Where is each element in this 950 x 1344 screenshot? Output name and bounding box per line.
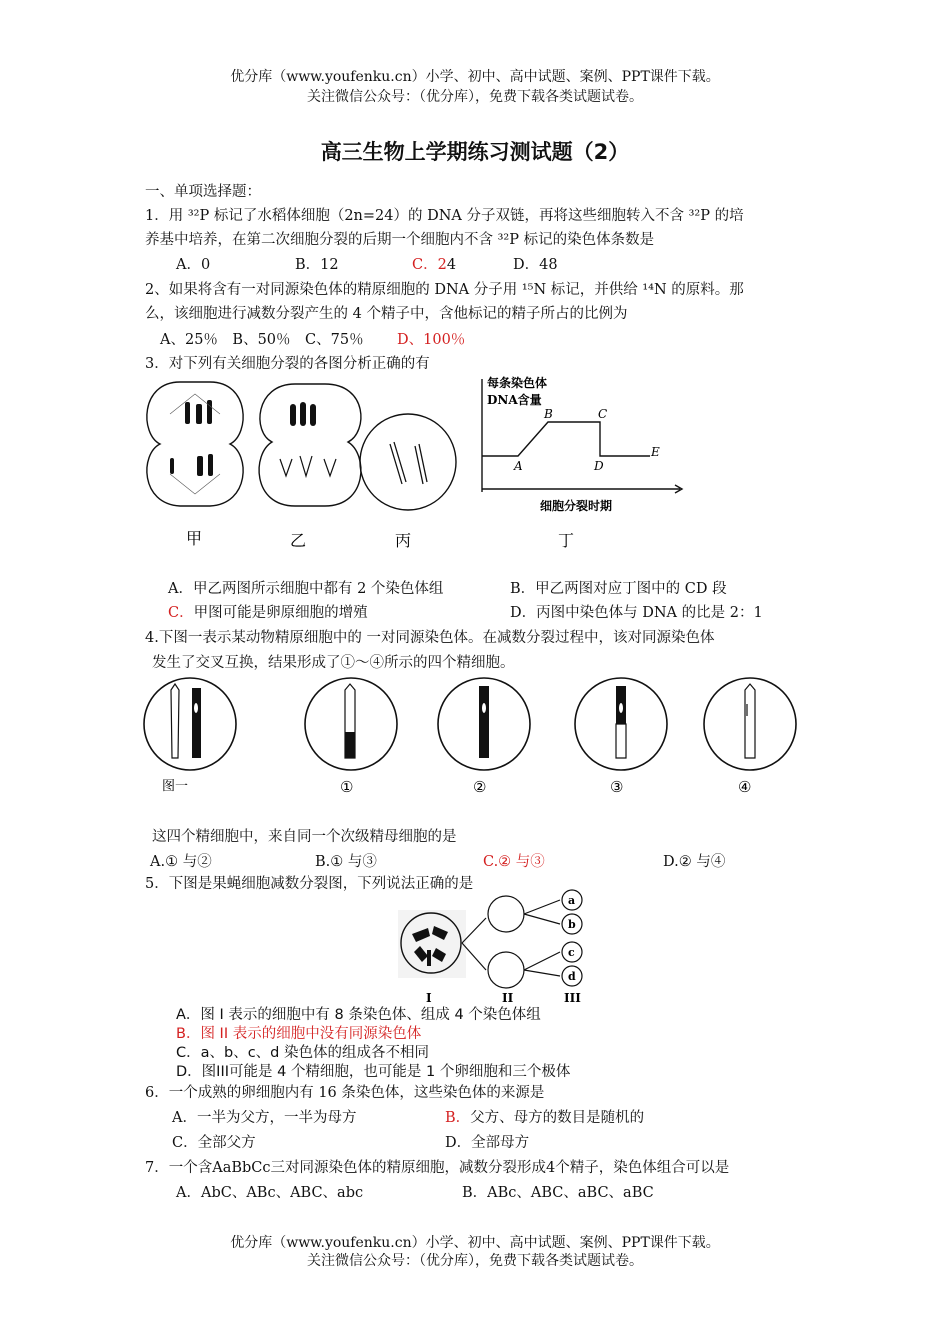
q2-stem-2: 么，该细胞进行减数分裂产生的 4 个精子中，含他标记的精子所占的比例为 bbox=[145, 306, 628, 322]
cell-jia bbox=[147, 382, 243, 506]
q6-option-b-text: 父方、母方的数目是随机的 bbox=[470, 1110, 645, 1126]
q7-option-b: B．ABc、ABC、aBC、aBC bbox=[462, 1185, 654, 1201]
page-title: 高三生物上学期练习测试题（2） bbox=[320, 140, 630, 164]
fig-label-5: ④ bbox=[738, 778, 752, 796]
q4-figures bbox=[140, 672, 800, 802]
q4-option-b: B.① 与③ bbox=[315, 854, 377, 870]
footer-line-1: 优分库（www.youfenku.cn）小学、初中、高中试题、案例、PPT课件下载。 bbox=[230, 1235, 720, 1251]
q1-option-b: B．12 bbox=[295, 257, 339, 273]
q1-option-c-rest: 4 bbox=[446, 257, 457, 273]
q6-option-a: A．一半为父方，一半为母方 bbox=[172, 1110, 357, 1126]
diagram-label-c: c bbox=[568, 946, 575, 959]
diagram-label-d: d bbox=[568, 970, 576, 983]
stage-label-2: II bbox=[502, 991, 514, 1005]
q4-stem-2: 发生了交叉互换，结果形成了①～④所示的四个精细胞。 bbox=[152, 655, 515, 671]
q3-option-c-mark: C． bbox=[168, 605, 194, 621]
q6-stem: 6．一个成熟的卵细胞内有 16 条染色体，这些染色体的来源是 bbox=[145, 1085, 545, 1101]
q4-option-a: A.① 与② bbox=[150, 854, 212, 870]
q5-option-c: C．a、b、c、d 染色体的组成各不相同 bbox=[176, 1045, 429, 1061]
stage-label-1: I bbox=[426, 991, 432, 1005]
q1-option-d: D．48 bbox=[513, 257, 558, 273]
graph-xlabel: 细胞分裂时期 bbox=[540, 499, 613, 513]
q3-stem: 3．对下列有关细胞分裂的各图分析正确的有 bbox=[145, 356, 430, 372]
q3-option-c-rest: 甲图可能是卵原细胞的增殖 bbox=[193, 605, 368, 621]
header-line-2: 关注微信公众号：（优分库），免费下载各类试题试卷。 bbox=[307, 89, 643, 105]
q1-option-a: A．0 bbox=[176, 257, 211, 273]
q3-option-b: B．甲乙两图对应丁图中的 CD 段 bbox=[510, 581, 727, 597]
stage-label-3: III bbox=[564, 991, 581, 1005]
graph-point-e: E bbox=[651, 445, 660, 459]
q4-option-c: C.② 与③ bbox=[483, 854, 545, 870]
q7-option-a: A．AbC、ABc、ABC、abc bbox=[176, 1185, 364, 1201]
label-jia: 甲 bbox=[186, 529, 203, 548]
q5-option-b: B．图 II 表示的细胞中没有同源染色体 bbox=[176, 1026, 422, 1042]
footer-line-2: 关注微信公众号：（优分库），免费下载各类试题试卷。 bbox=[307, 1253, 643, 1269]
q5-option-a: A．图 I 表示的细胞中有 8 条染色体、组成 4 个染色体组 bbox=[176, 1007, 541, 1023]
q6-option-b: B．父方、母方的数目是随机的 bbox=[445, 1110, 645, 1126]
q7-stem: 7．一个含AaBbCc三对同源染色体的精原细胞，减数分裂形成4个精子，染色体组合可以是 bbox=[145, 1160, 730, 1176]
section-heading: 一、单项选择题： bbox=[145, 184, 261, 200]
q3-option-d: D．丙图中染色体与 DNA 的比是 2：1 bbox=[510, 605, 763, 621]
header-line-1: 优分库（www.youfenku.cn）小学、初中、高中试题、案例、PPT课件下载。 bbox=[230, 69, 720, 85]
graph-point-d: D bbox=[594, 459, 604, 473]
q5-stem: 5．下图是果蝇细胞减数分裂图，下列说法正确的是 bbox=[145, 876, 474, 892]
label-yi: 乙 bbox=[290, 531, 307, 550]
fig-label-2: ① bbox=[340, 778, 354, 796]
graph-point-a: A bbox=[514, 459, 523, 473]
diagram-label-b: b bbox=[568, 918, 576, 931]
diagram-label-a: a bbox=[568, 894, 576, 907]
q5-option-d: D．图III可能是 4 个精细胞，也可能是 1 个卵细胞和三个极体 bbox=[176, 1064, 571, 1080]
q3-cell-figures bbox=[140, 374, 700, 554]
q5-diagram bbox=[398, 888, 598, 1006]
label-ding: 丁 bbox=[558, 531, 575, 550]
q6-option-d: D．全部母方 bbox=[445, 1135, 530, 1151]
label-bing: 丙 bbox=[395, 531, 412, 550]
q1-stem-2: 养基中培养，在第二次细胞分裂的后期一个细胞内不含 ³²P 标记的染色体条数是 bbox=[145, 232, 655, 248]
graph-point-c: C bbox=[598, 407, 608, 421]
fig-label-1: 图一 bbox=[162, 779, 189, 794]
graph-ylabel-2: DNA含量 bbox=[487, 393, 542, 407]
q4-stem-1: 4.下图一表示某动物精原细胞中的 一对同源染色体。在减数分裂过程中，该对同源染色体 bbox=[145, 630, 715, 646]
q4-option-d: D.② 与④ bbox=[663, 854, 726, 870]
q2-option-d: D、100％ bbox=[397, 332, 466, 348]
fig-label-4: ③ bbox=[610, 778, 624, 796]
q4-question: 这四个精细胞中，来自同一个次级精母细胞的是 bbox=[152, 829, 457, 845]
q2-options-abc: A、25％ B、50％ C、75％ bbox=[160, 332, 364, 348]
graph-point-b: B bbox=[544, 407, 553, 421]
q2-stem-1: 2、如果将含有一对同源染色体的精原细胞的 DNA 分子用 ¹⁵N 标记，并供给 ¹⁴N 的原料。那 bbox=[145, 282, 744, 298]
graph-ylabel-1: 每条染色体 bbox=[487, 376, 548, 390]
q3-option-a: A．甲乙两图所示细胞中都有 2 个染色体组 bbox=[168, 581, 444, 597]
q6-option-c: C．全部父方 bbox=[172, 1135, 256, 1151]
q1-option-c bbox=[412, 253, 456, 274]
q1-option-c-mark: C．2 bbox=[412, 257, 447, 273]
fig-label-3: ② bbox=[473, 778, 487, 796]
q1-stem-1: 1．用 ³²P 标记了水稻体细胞（2n=24）的 DNA 分子双链，再将这些细胞转入不含 ³²P 的培 bbox=[145, 208, 744, 224]
q3-option-c bbox=[168, 601, 368, 622]
